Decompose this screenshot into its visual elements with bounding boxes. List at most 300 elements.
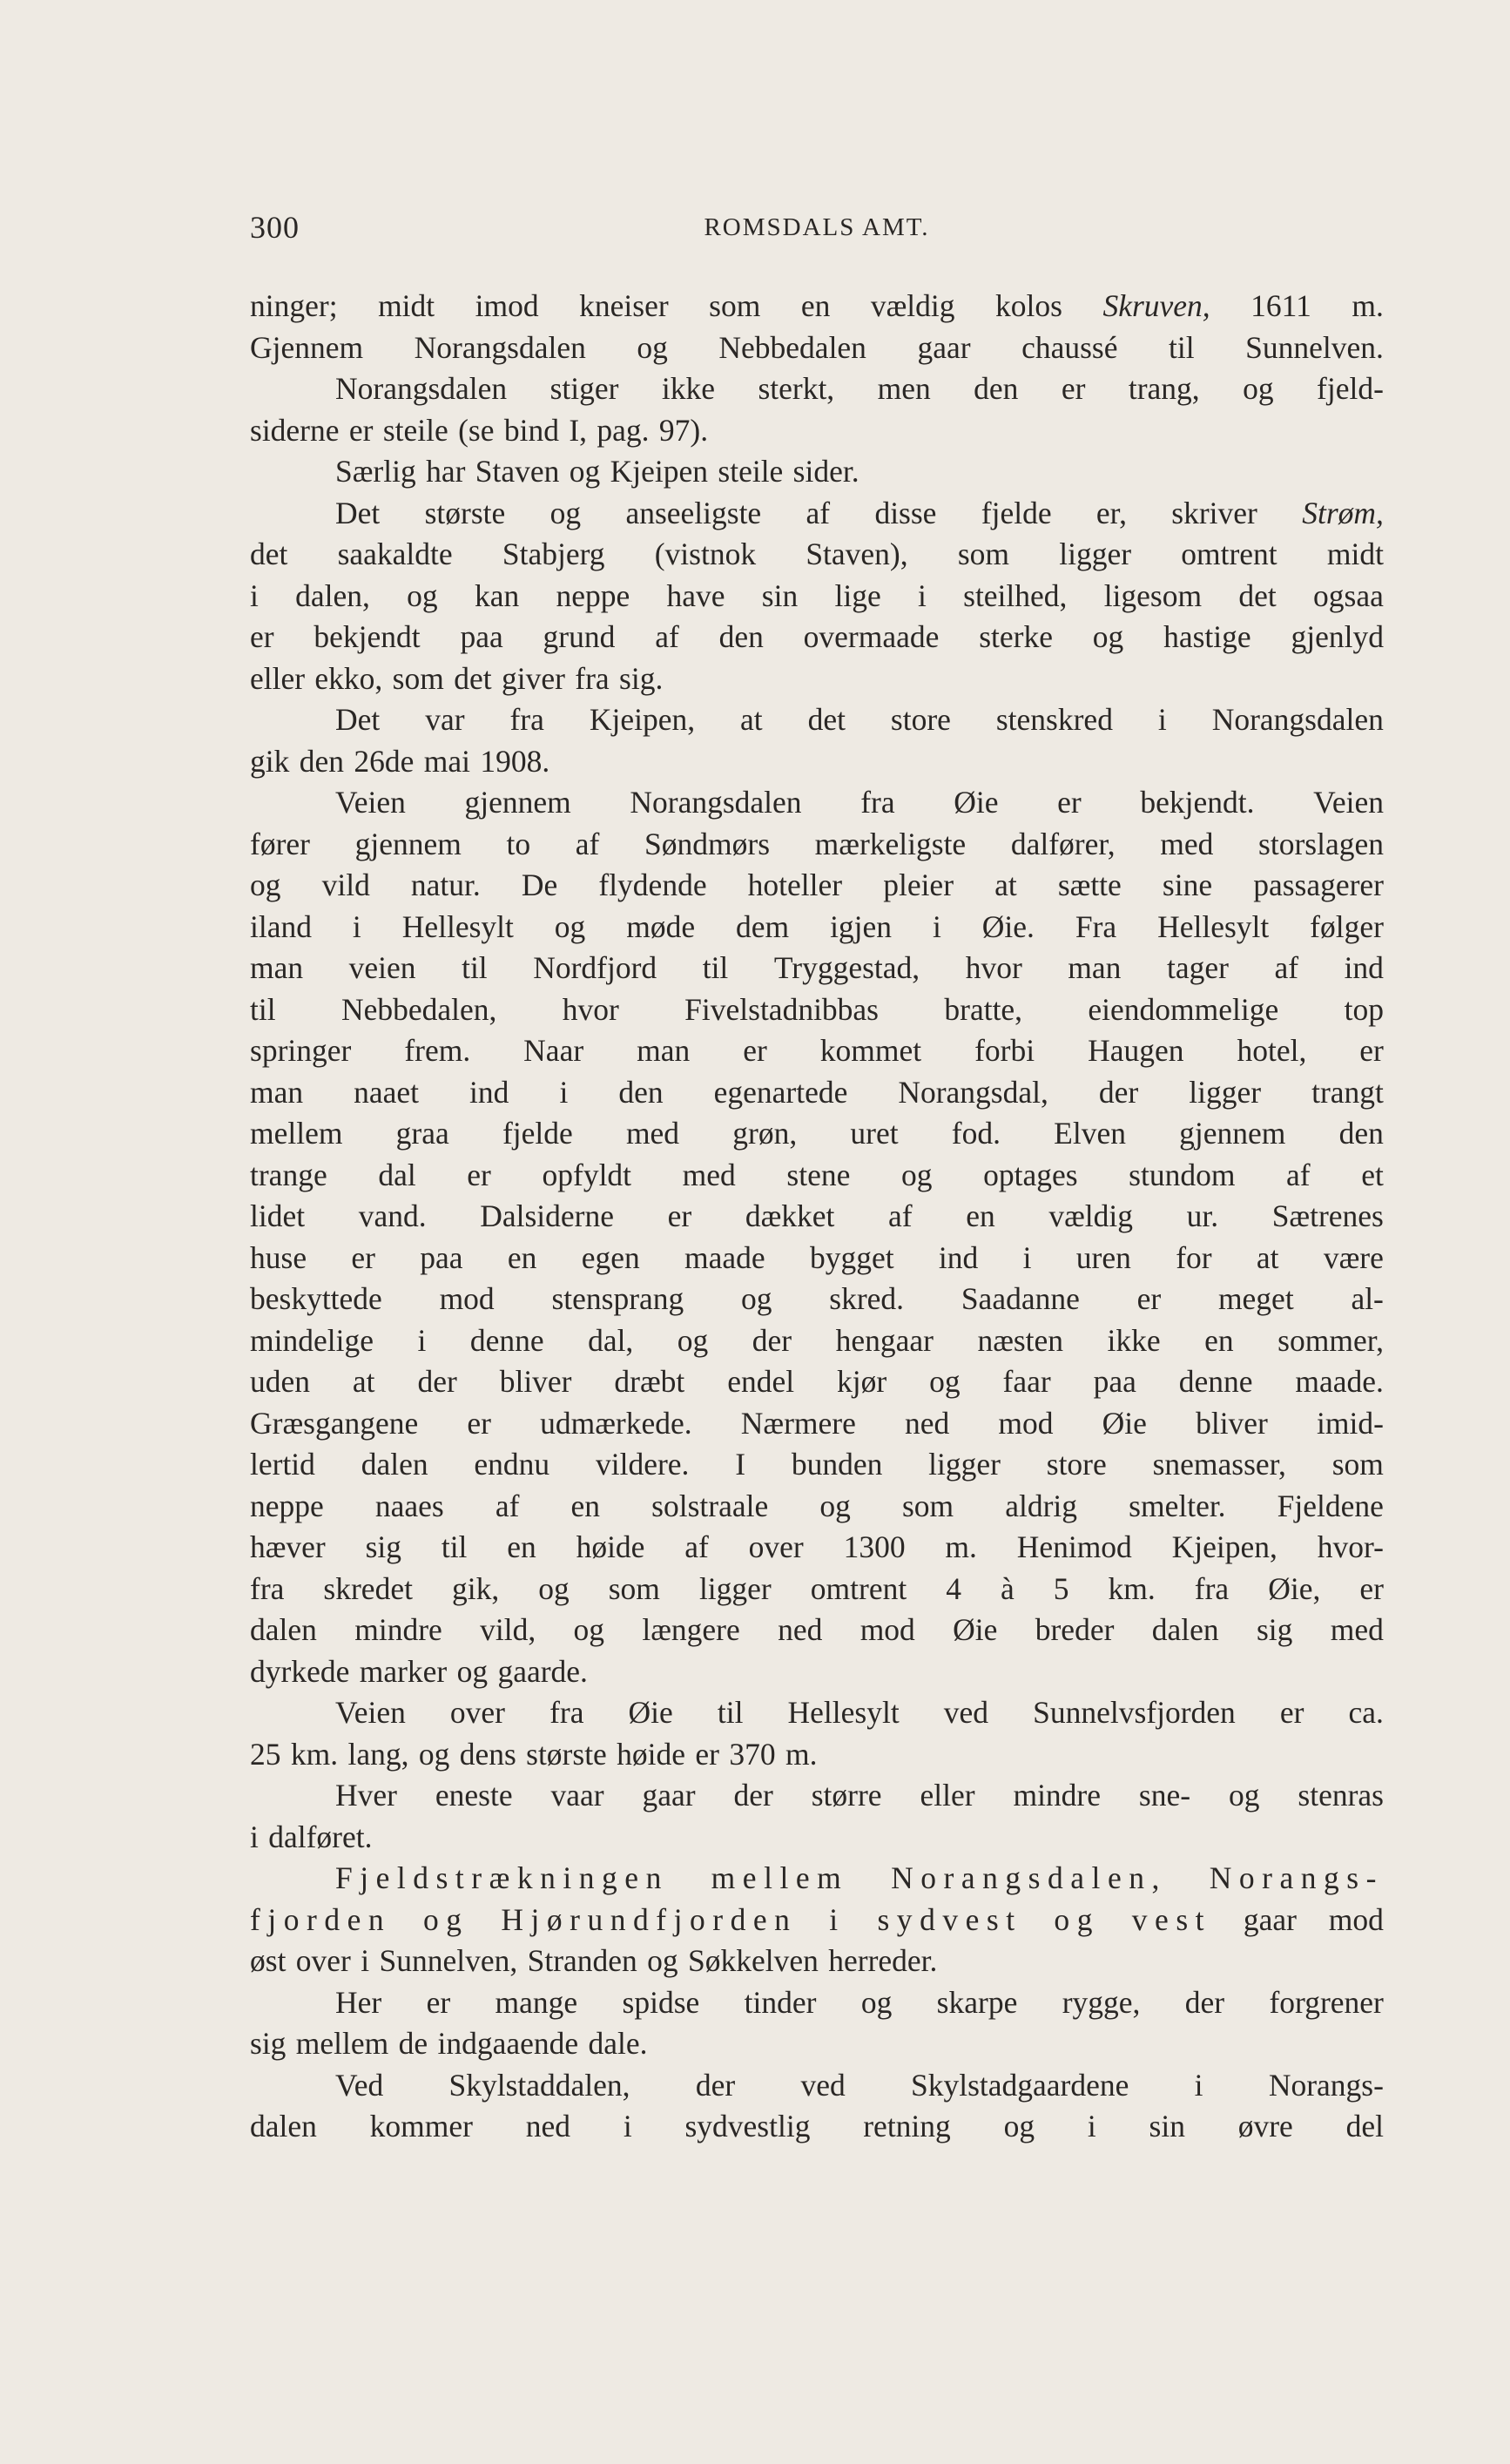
word: sin [761,577,799,613]
word: være [1323,1239,1384,1275]
word: med [1330,1612,1384,1647]
word: Norangsdalen [335,371,508,406]
word: store [1046,1447,1107,1482]
word: bratte, [944,991,1023,1027]
text-line [250,1527,1384,1569]
word: at [352,1364,375,1399]
word: mellem [250,1116,343,1151]
word: lang, [347,1736,409,1772]
word: gik, [451,1570,500,1606]
word: kjør [837,1364,887,1399]
word: solstraale [651,1488,769,1523]
word: sterkt, [758,371,835,406]
word: 5 [1053,1570,1069,1606]
word: tager [1166,950,1229,985]
text-line [250,1361,1384,1403]
word: ned [778,1612,823,1647]
word: retning [863,2109,951,2143]
word: dens [459,1736,516,1772]
word: Græsgangene [250,1405,419,1441]
word: er [743,1033,767,1068]
word: Det [335,702,381,737]
word: var [425,702,465,737]
word: øst [250,1943,286,1978]
word: pag. [597,412,650,448]
word: og [1054,1901,1100,1937]
word: Særlig [335,454,416,489]
word: vældig [1048,1198,1133,1233]
word: egenartede [713,1074,848,1110]
word: spidse [622,1984,700,2020]
word: skriver [1171,495,1257,530]
word: trangt [1311,1074,1384,1110]
word: m. [1352,288,1384,323]
word: i [917,577,927,613]
word: der [695,2067,736,2103]
word: dalen [1151,1612,1219,1647]
text-line [250,617,1384,658]
word: Staven), [806,537,908,571]
text-line [250,1858,1384,1900]
word: omtrent [810,1570,907,1606]
text-line [250,1569,1384,1610]
word: Fra [1075,908,1117,944]
word: Saadanne [961,1281,1080,1316]
text-line [250,1651,1384,1693]
word: uret [850,1116,899,1151]
word: Nebbedalen [718,329,866,365]
word: eiendommelige [1088,991,1279,1027]
text-line [250,1941,1384,1982]
text-line [250,1030,1384,1072]
word: til [462,950,488,985]
text-line [250,1072,1384,1114]
word: fod. [951,1116,1001,1151]
word: Øie [953,1612,998,1647]
word: uden [250,1364,311,1399]
word: storslagen [1258,826,1384,861]
word: Dalsiderne [480,1198,614,1233]
word: huse [250,1239,307,1275]
word: grøn, [732,1116,798,1151]
word: dem [736,908,790,944]
word: til [250,991,276,1027]
body-text [250,286,1384,2148]
word: og [929,1364,961,1399]
word: i [623,2109,632,2143]
word: gjennem [464,785,571,820]
text-line [250,948,1384,989]
word: den [974,371,1019,406]
word: en [966,1198,995,1233]
word: gik [250,743,290,779]
text-line [250,1982,1384,2024]
word: dalen [250,2109,317,2143]
word: rygge, [1062,1984,1141,2020]
word: i [1194,2067,1203,2103]
word: al- [1351,1281,1384,1316]
word: som [392,660,444,696]
text-line [250,865,1384,907]
word: og [1092,619,1124,654]
word: Tryggestad, [773,950,920,985]
word: km. [1108,1570,1156,1606]
word: til [702,950,729,985]
text-line [250,1238,1384,1279]
word: af [495,1488,520,1523]
word: Fjeldstrækningen [335,1860,669,1895]
word: vaar [550,1778,604,1813]
word: Her [335,1984,382,2020]
word: Skylstadgaardene [911,2067,1129,2103]
word: km. [290,1736,339,1772]
word: sider. [792,454,859,489]
word: Naar [523,1033,584,1068]
word: for [1176,1239,1212,1275]
word: Hellesylt [401,908,514,944]
word: Sunnelven, [379,1943,518,1978]
word: frem. [404,1033,471,1068]
word: hoteller [747,867,843,902]
word: bekjendt [313,619,421,654]
word: chaussé [1021,329,1118,365]
word: egen [581,1239,640,1275]
word: til [441,1529,468,1564]
word: ind [938,1239,979,1275]
word: hvor [965,950,1022,985]
word: vældig [870,288,955,323]
word: Øie [954,785,999,820]
word: gaar [642,1778,696,1813]
word: er [1279,1695,1304,1730]
word: Staven [475,454,560,489]
word: bekjendt. [1140,785,1255,820]
word: som [608,1570,660,1606]
word: del [1345,2109,1384,2143]
word: fra [250,1570,285,1606]
word: passagerer [1253,867,1384,902]
text-line [250,2065,1384,2107]
word: kan [474,577,520,613]
word: Sunnelven. [1245,329,1384,365]
word: omtrent [1181,537,1277,571]
text-line [250,451,1384,493]
word: hastige [1163,619,1251,654]
word: Norangsdal, [898,1074,1048,1110]
word: faar [1002,1364,1051,1399]
word: fra [549,1695,584,1730]
text-line [250,907,1384,948]
word: Øie [628,1695,673,1730]
word: gjennem [354,826,462,861]
word: Norangsdalen, [891,1860,1167,1895]
word: er [1359,1033,1384,1068]
word: endel [727,1364,795,1399]
text-line [250,989,1384,1031]
text-line [250,534,1384,576]
word: en [570,1488,601,1523]
word: mærkeligste [814,826,967,861]
word: og [422,1901,469,1937]
word: høide [617,1736,686,1772]
word: udmærkede. [540,1405,692,1441]
word: sætte [1057,867,1122,902]
word: Søkkelven [688,1943,819,1978]
word: øvre [1237,2109,1293,2143]
word: og [741,1281,772,1316]
word: vild [321,867,370,902]
word: grund [543,619,616,654]
word: Norangsdalen [630,785,802,820]
word: Søndmørs [644,826,771,861]
word: sig. [619,660,664,696]
word: Henimod [1016,1529,1132,1564]
word: fra [575,660,610,696]
word: gaar [917,329,971,365]
word: steile [718,454,784,489]
word: sine [1162,867,1213,902]
word: Øie [1102,1405,1147,1441]
word: 26de [354,743,415,779]
text-line [250,1734,1384,1776]
word: bygget [809,1239,894,1275]
word: en [800,288,831,323]
word: to [506,826,531,861]
page-header [250,209,1384,253]
word: dalføret. [268,1819,373,1854]
word: marker [359,1653,448,1689]
word: med [625,1116,680,1151]
word: en [507,1529,536,1564]
word: er [1061,371,1086,406]
word: beskyttede [250,1281,382,1316]
word: ligger [928,1447,1001,1482]
text-line [250,824,1384,866]
word: sydvest [877,1901,1022,1937]
word: stensprang [551,1281,684,1316]
word: have [666,577,725,613]
word: mellem [711,1860,849,1895]
word: Nærmere [740,1405,856,1441]
text-line [250,658,1384,700]
word: Nebbedalen, [340,991,497,1027]
word: i [932,908,941,944]
word: lertid [250,1447,315,1482]
word: overmaade [803,619,940,654]
word: med [1160,826,1214,861]
word: siderne [250,412,340,448]
word: der [752,1322,792,1358]
word: og [549,495,582,530]
word: Fivelstadnibbas [684,991,880,1027]
word: imid- [1317,1405,1384,1441]
text-line [250,1900,1384,1941]
word: saakaldte [337,537,453,571]
word: igjen [830,908,893,944]
word: Kjeipen, [589,702,696,737]
word: og [538,1570,570,1606]
word: Øie. [981,908,1035,944]
word: (vistnok [654,537,757,571]
word: 1908. [480,743,550,779]
word: ikke [661,371,716,406]
word: skarpe [936,1984,1018,2020]
word: m. [785,1736,818,1772]
word: og [573,1612,605,1647]
word: ned [905,1405,950,1441]
word: stenras [1298,1778,1384,1813]
word: Stabjerg [502,537,605,571]
word: midt [1326,537,1384,571]
text-line [250,741,1384,783]
word: optages [983,1157,1078,1192]
word: breder [1035,1612,1115,1647]
word: og [569,454,601,489]
word: dalfører, [1010,826,1116,861]
word: er [250,619,274,654]
word: denne [469,1322,544,1358]
word: à [1000,1570,1015,1606]
word: midt [378,288,435,323]
word: og [250,867,281,902]
word: 25 [250,1736,281,1772]
word: paa [460,619,503,654]
word: imod [475,288,539,323]
word: mod [998,1405,1054,1441]
word: Kjeipen, [1171,1529,1277,1564]
word: i [361,1943,370,1978]
word: ligger [1189,1074,1262,1110]
word: det [454,660,492,696]
text-line [250,1692,1384,1734]
word: bunden [791,1447,883,1482]
word: er [667,1198,692,1233]
word: høide [576,1529,645,1564]
word: denne [1178,1364,1253,1399]
text-line [250,1486,1384,1528]
word: som [901,1488,954,1523]
text-line [250,410,1384,452]
word: mod [439,1281,495,1316]
word: fjeld- [1317,371,1384,406]
word: og [418,1736,450,1772]
word: trang, [1128,371,1200,406]
word: sne- [1138,1778,1191,1813]
word: Sunnelvsfjorden [1033,1695,1236,1730]
word: stiger [549,371,619,406]
word: (se [458,412,495,448]
word: trange [250,1157,327,1192]
word: steile [382,412,448,448]
word: der [1184,1984,1225,2020]
word: Nordfjord [533,950,657,985]
text-line [250,1155,1384,1197]
word: stenskred [995,702,1113,737]
word: top [1344,991,1384,1027]
word: Sætrenes [1271,1198,1384,1233]
text-line [250,1196,1384,1238]
word: en [1204,1322,1234,1358]
word: den [618,1074,664,1110]
word: Veien [1313,785,1384,820]
word: dalen [361,1447,428,1482]
word: i [559,1074,569,1110]
word: man [250,1074,304,1110]
word: gaar [1243,1901,1297,1937]
word: hvor [562,991,619,1027]
word: aldrig [1005,1488,1078,1523]
word: bliver [499,1364,572,1399]
word: lige [834,577,881,613]
word: i [829,1901,846,1937]
word: ligger [1059,537,1132,571]
word: der [417,1364,457,1399]
text-line [250,1279,1384,1320]
word: ogsaa [1313,577,1384,613]
word: eneste [435,1778,513,1813]
word: graa [395,1116,449,1151]
word: i [250,1819,259,1854]
word: mange [495,1984,578,2020]
word: næsten [977,1322,1064,1358]
word: at [994,867,1017,902]
word: veien [348,950,416,985]
word: har [426,454,466,489]
word: og [1228,1778,1260,1813]
word: i [1087,2109,1096,2143]
word: tinder [744,1984,817,2020]
word: at [1256,1239,1279,1275]
word: Hver [335,1778,397,1813]
word: største [526,1736,607,1772]
word: og [1003,2109,1035,2143]
word: Kjeipen [610,454,709,489]
word: af [887,1198,913,1233]
word: Veien [335,1695,406,1730]
text-line [250,2023,1384,2065]
word: neppe [556,577,630,613]
word: Haugen [1088,1033,1184,1068]
word: det [1238,577,1277,613]
word: steilhed, [963,577,1068,613]
word: snemasser, [1152,1447,1286,1482]
word: natur. [410,867,481,902]
word: herreder. [828,1943,938,1978]
word: Gjennem [250,329,364,365]
word: i [1157,702,1167,737]
word: i [1022,1239,1032,1275]
word: Ved [335,2067,384,2103]
word: springer [250,1033,352,1068]
word: fra [1194,1570,1230,1606]
word: Øie, [1268,1570,1321,1606]
word: ur. [1186,1198,1219,1233]
word: 1300 [843,1529,906,1564]
word: med [682,1157,736,1192]
word: af [806,495,831,530]
word: kommet [819,1033,922,1068]
word: skred. [829,1281,905,1316]
word: gaarde. [497,1653,588,1689]
word: er [695,1736,719,1772]
word: over [449,1695,505,1730]
word: iland [250,908,312,944]
word: og [637,329,668,365]
word: Fjeldene [1277,1488,1384,1523]
word: hengaar [835,1322,934,1358]
word: og [819,1488,851,1523]
word: man [1068,950,1122,985]
